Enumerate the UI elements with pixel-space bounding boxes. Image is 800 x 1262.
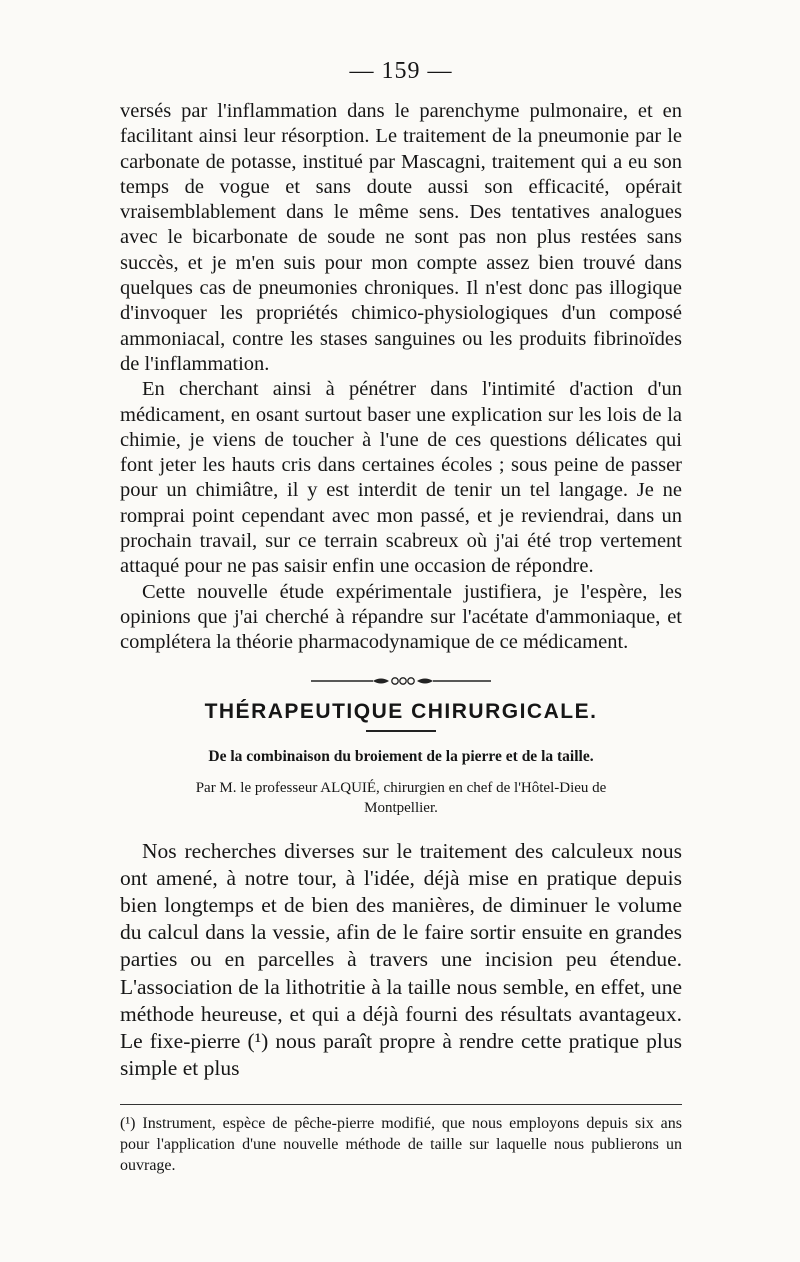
footnote-rule bbox=[120, 1104, 682, 1105]
byline: Par M. le professeur ALQUIÉ, chirurgien en chef de l'Hôtel-Dieu de Montpellier. bbox=[195, 779, 607, 816]
paragraph-2: En cherchant ainsi à pénétrer dans l'intimité d'action d'un médicament, en osant surtout baser une explication sur les lois de la chimie, je viens de toucher à l'une de ces questions délicates qui font jeter les hauts cris dans certaines écoles ; sous peine de passer pour un chimiâtre, il y est interdit de tenir un tel langage. Je ne romprai point cependant avec mon passé, et je reviendrai, dans un prochain travail, sur ce terrain scabreux où j'ai été trop vertement attaqué pour ne pas saisir enfin une occasion de répondre. bbox=[120, 378, 682, 578]
page bbox=[120, 58, 682, 1176]
page-number: — 159 — bbox=[349, 58, 453, 84]
article-body: Nos recherches diverses sur le traitement des calculeux nous ont amené, à notre tour, à l'idée, déjà mise en pratique depuis bien longtemps et de bien des manières, de diminuer le volume du calcul dans la vessie, afin de le faire sortir ensuite en grandes parties ou en parcelles à travers une incision peu étendue. L'association de la lithotritie à la taille nous semble, en effet, une méthode heureuse, et qui a déjà fourni des résultats avantageux. Le fixe-pierre (¹) nous paraît propre à rendre cette pratique plus simple et plus bbox=[120, 838, 682, 1081]
section-title: THÉRAPEUTIQUE CHIRURGICALE. bbox=[204, 699, 598, 723]
paragraph-1: versés par l'inflammation dans le parenchyme pulmonaire, et en facilitant ainsi leur résorption. Le traitement de la pneumonie par le carbonate de potasse, institué par Mascagni, traitement qui a eu son temps de vogue et sans doute aussi son efficacité, opérait vraisemblablement dans le même sens. Des tentatives analogues avec le bicarbonate de soude ne sont pas non plus restées sans succès, et je m'en suis pour mon compte assez bien trouvé dans quelques cas de pneumonies chroniques. Il n'est donc pas illogique d'invoquer les propriétés chimico-physiologiques d'un composé ammoniacal, contre les stases sanguines ou les produits fibrinoïdes de l'inflammation. bbox=[120, 100, 682, 375]
paragraph-3: Cette nouvelle étude expérimentale justifiera, je l'espère, les opinions que j'ai cherché à répandre sur l'acétate d'ammoniaque, et complétera la théorie pharmacodynamique de ce médicament. bbox=[120, 580, 682, 654]
title-rule bbox=[366, 730, 436, 732]
article-title: De la combinaison du broiement de la pierre et de la taille. bbox=[208, 747, 594, 765]
ornament-divider-icon bbox=[311, 674, 491, 688]
footnote: (¹) Instrument, espèce de pêche-pierre modifié, que nous employons depuis six ans pour l'application d'une nouvelle méthode de taille sur laquelle nous publierons un ouvrage. bbox=[120, 1115, 682, 1175]
